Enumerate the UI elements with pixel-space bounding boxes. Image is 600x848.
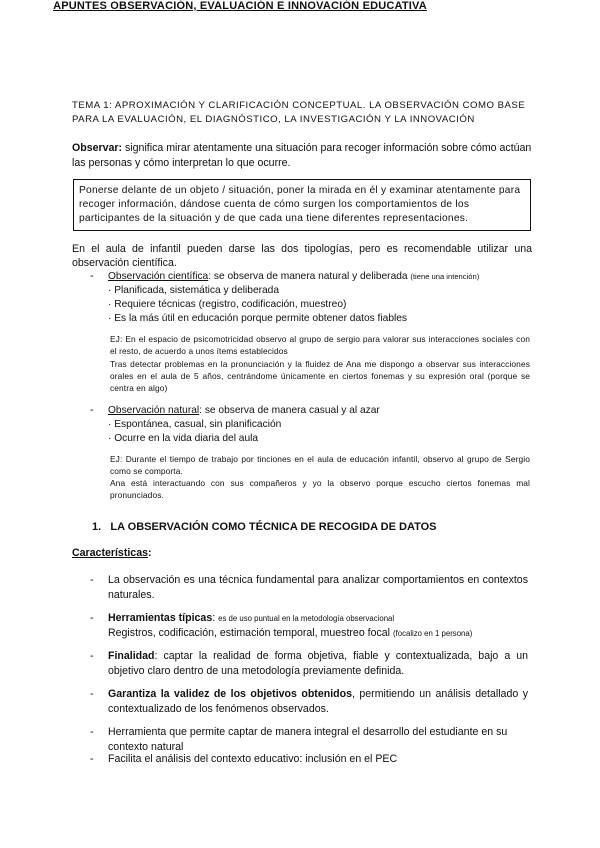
document-title: APUNTES OBSERVACIÓN, EVALUACIÓN E INNOVACIÓN EDUCATIVA: [53, 0, 427, 12]
section-heading: [92, 521, 437, 533]
herramientas-note-2: (focalizo en 1 persona): [392, 629, 473, 638]
caracteristica-item-5: Herramienta que permite captar de manera integral el desarrollo del estudiante en su contexto natural: [108, 726, 508, 753]
herramientas-note: es de uso puntual en la metodología observacional: [218, 614, 395, 623]
cientifica-example-2: Tras detectar problemas en la pronunciación y la fluidez de Ana me dispongo a observar sus interacciones orales en el aula de 5 años, centrándome únicamente en ciertos fonemas y su expresión oral (porque se centra en algo): [110, 359, 530, 393]
caracteristica-item-3: [108, 649, 528, 679]
section-title: LA OBSERVACIÓN COMO TÉCNICA DE RECOGIDA DE DATOS: [110, 521, 437, 533]
bullet-dash: -: [90, 688, 94, 700]
bullet-dash: -: [90, 404, 94, 416]
cientifica-example-1: EJ: En el espacio de psicomotricidad observo al grupo de sergio para valorar sus interacciones sociales con el resto, de acuerdo a unos ítems establecidos: [110, 334, 530, 356]
cientifica-heading: [108, 270, 538, 284]
observar-definition: [72, 141, 532, 171]
caracteristica-item-1: La observación es una técnica fundamental para analizar comportamientos en contextos naturales.: [108, 574, 528, 601]
natural-label: Observación natural: [108, 405, 200, 416]
bullet-dash: -: [90, 612, 94, 624]
definition-box: Ponerse delante de un objeto / situación, poner la mirada en él y examinar atentamente para recoger información, dándose cuenta de cómo surgen los comportamientos de los participantes de la situación y de que cada una tiene diferentes representaciones.: [73, 179, 531, 231]
natural-example-1: EJ: Durante el tiempo de trabajo por tinciones en el aula de educación infantil, observo al grupo de Sergio como se comporta.: [110, 454, 530, 476]
caracteristicas-colon: :: [147, 547, 152, 559]
finalidad-text: : captar la realidad de forma objetiva, fiable y contextualizada, bajo a un objetivo claro dentro de una metodología previamente definida.: [108, 650, 528, 677]
natural-desc: : se observa de manera casual y al azar: [199, 405, 380, 416]
cientifica-point: · Planificada, sistemática y deliberada: [108, 285, 280, 296]
finalidad-term: Finalidad: [108, 650, 155, 662]
cientifica-desc: : se observa de manera natural y deliberada: [208, 271, 411, 282]
natural-example-2: Ana está interactuando con sus compañeros y yo la observo porque escucho ciertos fonemas mal pronunciados.: [110, 478, 530, 500]
caracteristicas-heading: [72, 547, 532, 559]
cientifica-label: Observación científica: [108, 271, 209, 282]
caracteristicas-label: Características: [72, 547, 148, 559]
bullet-dash: -: [90, 270, 94, 282]
tema-heading: TEMA 1: APROXIMACIÓN Y CLARIFICACIÓN CONCEPTUAL. LA OBSERVACIÓN COMO BASE PARA LA EVALUACIÓN, EL DIAGNÓSTICO, LA INVESTIGACIÓN Y LA INNOVACIÓN: [72, 100, 526, 125]
cientifica-note: (tiene una intención): [410, 272, 480, 281]
validez-text: , permitiendo un análisis detallado y contextualizado de los fenómenos observados.: [108, 688, 528, 715]
natural-point: · Espontánea, casual, sin planificación: [108, 419, 282, 430]
bullet-dash: -: [90, 574, 94, 586]
validez-term: Garantiza la validez de los objetivos obtenidos: [108, 688, 352, 700]
bullet-dash: -: [90, 650, 94, 662]
caracteristica-item-6: Facilita el análisis del contexto educativo: inclusión en el PEC: [108, 753, 398, 765]
bullet-dash: -: [90, 753, 94, 765]
caracteristica-item-2: [108, 611, 528, 641]
section-number: 1.: [92, 521, 102, 533]
item-colon: :: [212, 612, 219, 624]
herramientas-list: Registros, codificación, estimación temporal, muestreo focal: [108, 627, 393, 639]
cientifica-point: · Es la más útil en educación porque permite obtener datos fiables: [108, 313, 408, 324]
herramientas-term: Herramientas típicas: [108, 612, 213, 624]
natural-heading: [108, 404, 538, 418]
aula-paragraph: En el aula de infantil pueden darse las dos tipologías, pero es recomendable utilizar una observación científica.: [72, 243, 532, 269]
observar-text: significa mirar atentamente una situación para recoger información sobre cómo actúan las personas y cómo interpretan lo que ocurre.: [72, 142, 532, 169]
cientifica-point: · Requiere técnicas (registro, codificación, muestreo): [108, 299, 347, 310]
natural-point: · Ocurre en la vida diaria del aula: [108, 433, 259, 444]
bullet-dash: -: [90, 726, 94, 738]
caracteristica-item-4: [108, 687, 528, 717]
observar-term: Observar:: [72, 142, 123, 154]
